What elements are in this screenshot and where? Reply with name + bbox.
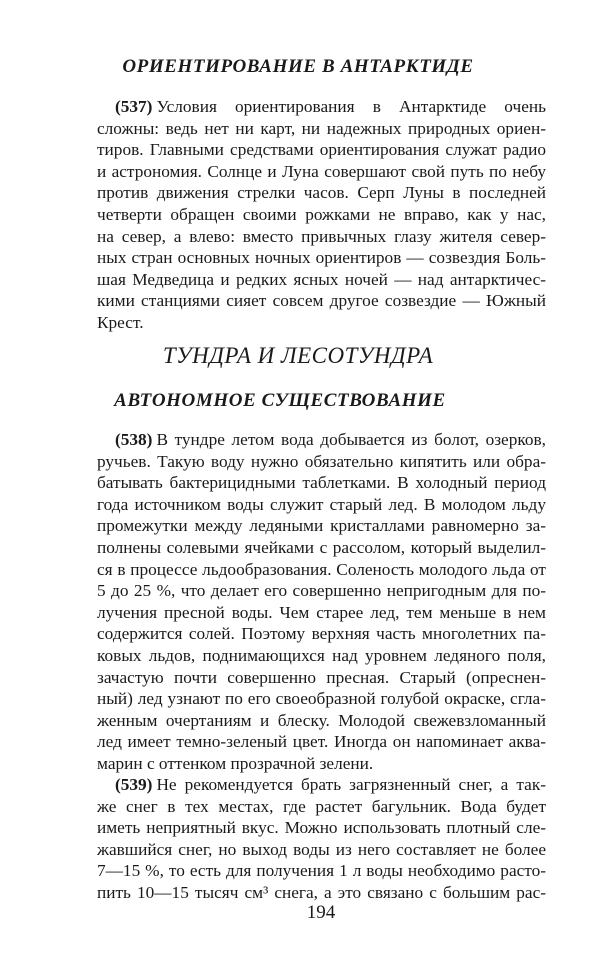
text-line [97, 96, 546, 118]
text-line [97, 602, 546, 624]
line-text: ся в процессе льдообразования. Соленость молодого льда от [97, 559, 546, 579]
line-text: ных стран основных ночных ориентиров — созвездия Боль- [97, 248, 546, 268]
text-line [97, 494, 546, 516]
paragraph-537 [97, 96, 546, 334]
line-text: Крест. [97, 312, 144, 332]
text-line [97, 451, 546, 473]
line-text: ный) лед узнают по его своеобразной голубой окраске, сгла- [97, 689, 546, 709]
line-text: лучения пресной воды. Чем старее лед, тем меньше в нем [97, 602, 546, 622]
line-text: же снег в тех местах, где растет багульник. Вода будет [97, 796, 546, 816]
line-text: ручьев. Такую воду нужно обязательно кипятить или обра- [97, 451, 546, 471]
text-line [97, 429, 546, 451]
line-text: лед имеет темно-зеленый цвет. Иногда он напоминает аква- [97, 732, 546, 752]
line-text: женным очертаниям и блеску. Молодой свежевзломанный [97, 710, 546, 730]
text-line [97, 667, 546, 689]
text-line [97, 537, 546, 559]
text-line [97, 312, 546, 334]
paragraph-number: (538) [115, 430, 153, 449]
text-line [97, 161, 546, 183]
line-text: марин с оттенком прозрачной зелени. [97, 753, 374, 773]
text-line [97, 882, 546, 904]
text-line [97, 580, 546, 602]
line-text: ковых льдов, поднимающихся над уровнем ледяного поля, [97, 645, 546, 665]
line-text: жавшийся снег, но выход воды из него составляет не более [97, 839, 546, 859]
text-line [97, 559, 546, 581]
subsection-title-autonomous-existence: АВТОНОМНОЕ СУЩЕСТВОВАНИЕ [114, 390, 446, 411]
section-title-tundra: ТУНДРА И ЛЕСОТУНДРА [162, 343, 434, 368]
text-line [97, 860, 546, 882]
line-text: 5 до 25 %, что делает его совершенно непригодным для по- [97, 581, 546, 601]
text-line [97, 204, 546, 226]
text-line [97, 710, 546, 732]
line-text: на север, а влево: вместо привычных глазу жителя север- [97, 226, 546, 246]
text-line [97, 796, 546, 818]
line-text: содержится солей. Поэтому верхняя часть многолетних па- [97, 624, 546, 644]
line-text: полнены солевыми ячейками с рассолом, который выделил- [97, 537, 546, 557]
text-line [97, 774, 546, 796]
line-text: года источником воды служит старый лед. В молодом льду [97, 494, 546, 514]
line-text: промежутки между ледяными кристаллами равномерно за- [97, 516, 546, 536]
line-text: Не рекомендуется брать загрязненный снег, а так- [156, 775, 546, 794]
text-line [97, 623, 546, 645]
paragraph-number: (539) [115, 775, 153, 794]
text-line [97, 645, 546, 667]
text-line [97, 139, 546, 161]
line-text: шая Медведица и редких ясных ночей — над антарктичес- [97, 269, 546, 289]
text-line [97, 290, 546, 312]
text-line [97, 472, 546, 494]
line-text: и астрономия. Солнце и Луна совершают свой путь по небу [97, 161, 546, 181]
text-line [97, 247, 546, 269]
line-text: пить 10—15 тысяч см³ снега, а это связано с большим рас- [97, 882, 546, 902]
paragraph-539 [97, 774, 546, 904]
line-text: сложны: ведь нет ни карт, ни надежных природных ориен- [97, 118, 546, 138]
line-text: иметь неприятный вкус. Можно использовать плотный сле- [97, 818, 546, 838]
heading-antarctica-orientation: ОРИЕНТИРОВАНИЕ В АНТАРКТИДЕ [122, 56, 474, 77]
line-text: Условия ориентирования в Антарктиде очень [156, 97, 546, 116]
line-text: батывать бактерицидными таблетками. В холодный период [97, 473, 546, 493]
line-text: против движения стрелки часов. Серп Луны в последней [97, 183, 546, 203]
line-text: зачастую почти совершенно пресная. Старый (опреснен- [97, 667, 546, 687]
line-text: тиров. Главными средствами ориентирования служат радио [97, 140, 546, 160]
line-text: кими станциями сияет совсем другое созвездие — Южный [97, 291, 546, 311]
text-line [97, 731, 546, 753]
text-line [97, 182, 546, 204]
page-number: 194 [306, 902, 336, 923]
paragraph-538 [97, 429, 546, 775]
line-text: В тундре летом вода добывается из болот, озерков, [156, 430, 546, 449]
text-line [97, 817, 546, 839]
line-text: 7—15 %, то есть для получения 1 л воды необходимо расто- [97, 861, 546, 881]
text-line [97, 839, 546, 861]
text-line [97, 269, 546, 291]
text-line [97, 226, 546, 248]
text-line [97, 688, 546, 710]
text-line [97, 118, 546, 140]
line-text: четверти обращен своими рожками не вправо, как у нас, [97, 204, 546, 224]
text-line [97, 515, 546, 537]
paragraph-number: (537) [115, 97, 153, 116]
text-line [97, 753, 546, 775]
